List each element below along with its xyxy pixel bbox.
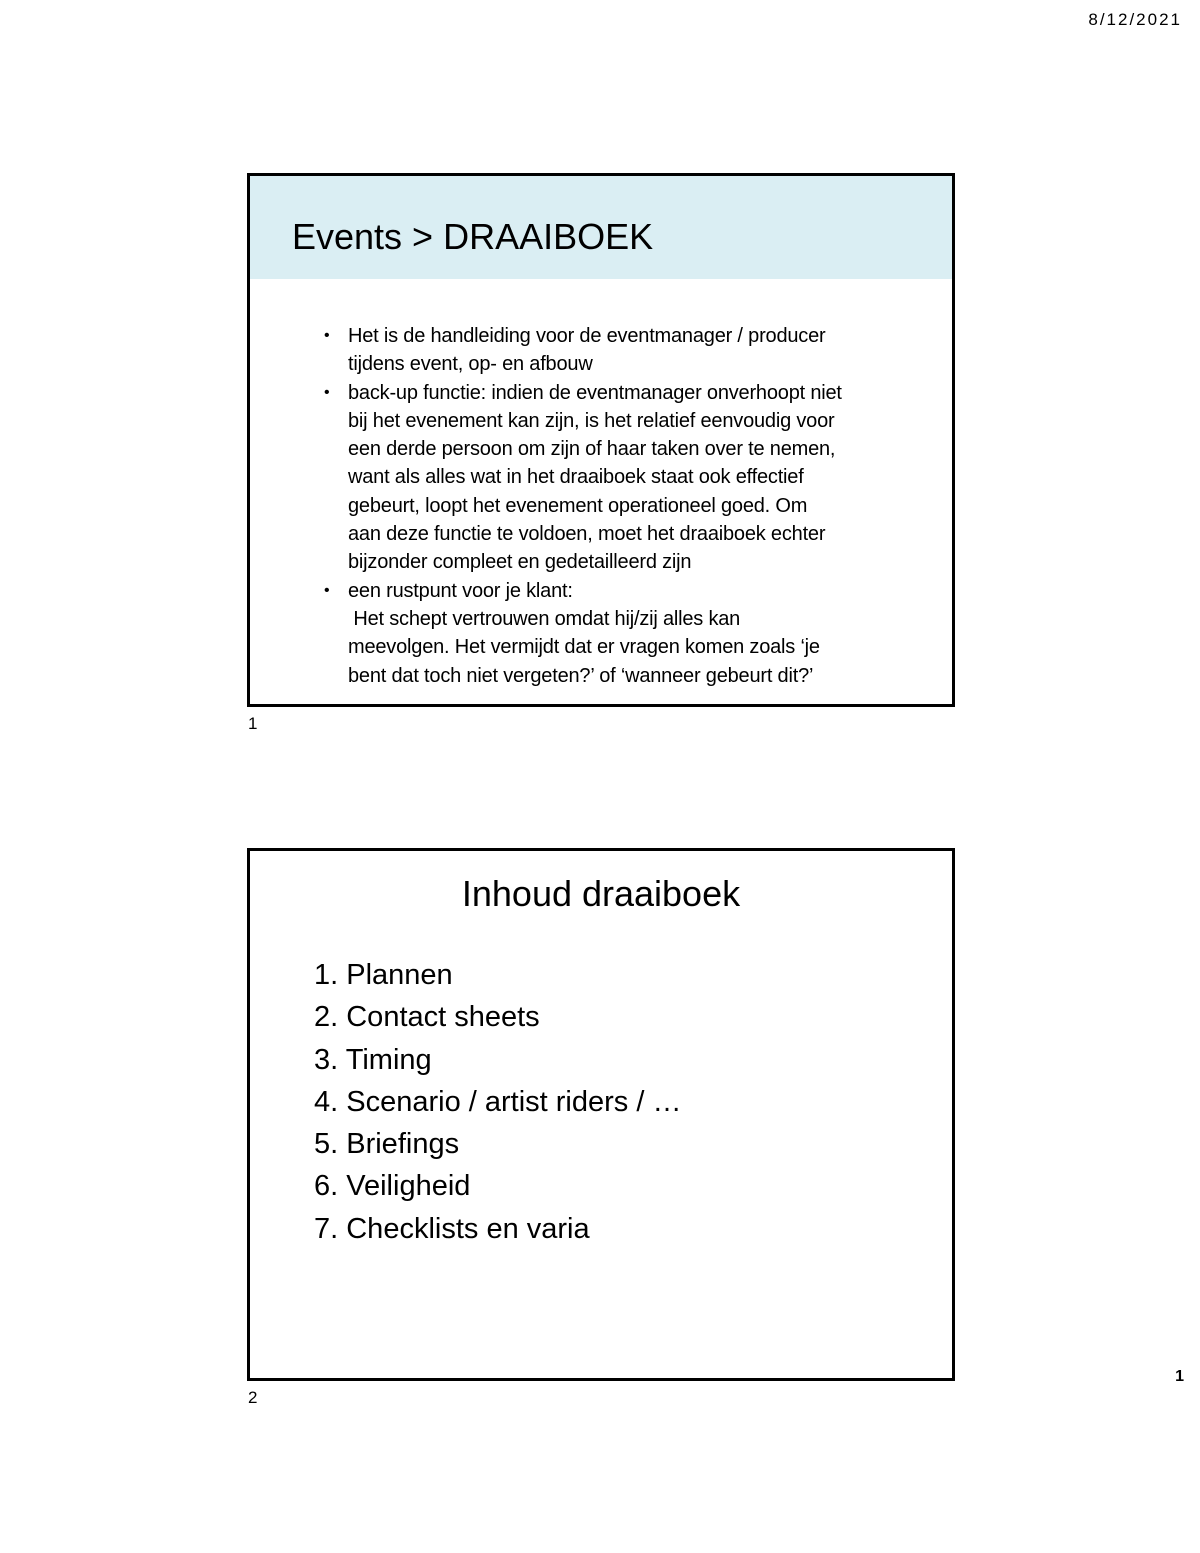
bullet-line: bent dat toch niet vergeten?’ of ‘wanneer gebeurt dit?’ — [348, 664, 814, 687]
bullet-line: Het is de handleiding voor de eventmanager / producer — [348, 325, 826, 347]
bullet-line: Het schept vertrouwen omdat hij/zij alles kan — [348, 607, 741, 630]
bullet-item — [320, 322, 920, 379]
bullet-line: een rustpunt voor je klant: — [348, 579, 573, 602]
print-date: 8/12/2021 — [1088, 10, 1182, 29]
bullet-line: bijzonder compleet en gedetailleerd zijn — [348, 551, 692, 574]
bullet-line: tijdens event, op- en afbouw — [348, 353, 593, 376]
bullet-item — [320, 577, 920, 690]
bullet-item — [320, 379, 920, 577]
bullet-line: aan deze functie te voldoen, moet het draaiboek echter — [348, 523, 826, 546]
bullet-line: gebeurt, loopt het evenement operationeel goed. Om — [348, 494, 808, 517]
list-item: 4. Scenario / artist riders / … — [314, 1085, 682, 1118]
list-item: 2. Contact sheets — [314, 1001, 540, 1034]
list-item: 7. Checklists en varia — [314, 1212, 590, 1245]
slide-2-number: 2 — [248, 1388, 258, 1407]
bullet-marker: • — [324, 383, 330, 401]
list-item: 3. Timing — [314, 1043, 432, 1076]
list-item: 6. Veiligheid — [314, 1170, 471, 1203]
slide-1 — [247, 173, 955, 707]
slide-1-number: 1 — [248, 714, 258, 733]
slide-2-title: Inhoud draaiboek — [461, 873, 741, 914]
bullet-line: meevolgen. Het vermijdt dat er vragen komen zoals ‘je — [348, 636, 820, 659]
bullet-marker: • — [324, 327, 330, 344]
slide-1-title: Events > DRAAIBOEK — [292, 216, 654, 257]
list-item: 1. Plannen — [314, 959, 453, 991]
list-item: 5. Briefings — [314, 1128, 460, 1161]
page-number: 1 — [1175, 1368, 1184, 1385]
slide-1-bullet-list — [320, 322, 920, 690]
bullet-line: een derde persoon om zijn of haar taken over te nemen, — [348, 438, 836, 461]
bullet-line: want als alles wat in het draaiboek staat ook effectief — [348, 466, 804, 489]
bullet-marker: • — [324, 581, 330, 599]
slide-2-numbered-list — [314, 954, 681, 1250]
bullet-line: back-up functie: indien de eventmanager onverhoopt niet — [348, 381, 842, 404]
slide-2 — [247, 848, 955, 1381]
bullet-line: bij het evenement kan zijn, is het relatief eenvoudig voor — [348, 409, 835, 432]
